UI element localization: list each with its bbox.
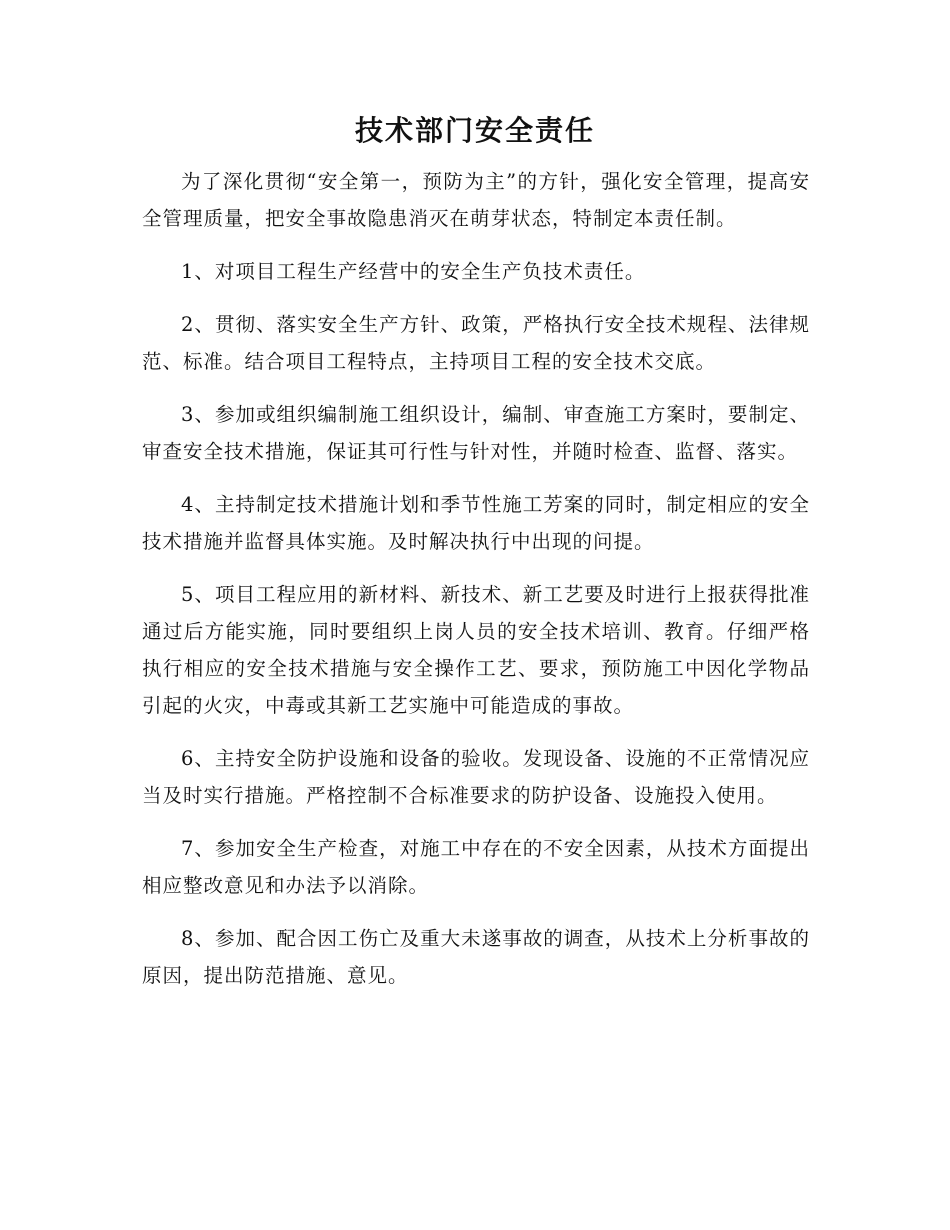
item-5-paragraph: 5、项目工程应用的新材料、新技术、新工艺要及时进行上报获得批准通过后方能实施，同时要组织上岗人员的安全技术培训、教育。仔细严格执行相应的安全技术措施与安全操作工艺、要求，预防施工中因化学物品引起的火灾，中毒或其新工艺实施中可能造成的事故。: [142, 583, 810, 717]
document-body: [142, 163, 810, 1010]
item-4-paragraph: 4、主持制定技术措施计划和季节性施工芳案的同时，制定相应的安全技术措施并监督具体实施。及时解决执行中出现的问提。: [142, 493, 810, 553]
item-8-paragraph: 8、参加、配合因工伤亡及重大未遂事故的调查，从技术上分析事故的原因，提出防范措施、意见。: [142, 927, 810, 987]
item-1-paragraph: 1、对项目工程生产经营中的安全生产负技术责任。: [181, 260, 646, 283]
item-2-paragraph: 2、贯彻、落实安全生产方针、政策，严格执行安全技术规程、法律规范、标准。结合项目工程特点，主持项目工程的安全技术交底。: [142, 313, 810, 373]
item-3-paragraph: 3、参加或组织编制施工组织设计，编制、审查施工方案时，要制定、审查安全技术措施，保证其可行性与针对性，并随时检查、监督、落实。: [142, 403, 810, 463]
document-title: 技术部门安全责任: [354, 114, 595, 147]
intro-paragraph: 为了深化贯彻“安全第一，预防为主”的方针，强化安全管理，提高安全管理质量，把安全事故隐患消灭在萌芽状态，特制定本责任制。: [142, 170, 810, 230]
item-6-paragraph: 6、主持安全防护设施和设备的验收。发现设备、设施的不正常情况应当及时实行措施。严格控制不合标准要求的防护设备、设施投入使用。: [142, 747, 810, 807]
item-7-paragraph: 7、参加安全生产检查，对施工中存在的不安全因素，从技术方面提出相应整改意见和办法予以消除。: [142, 837, 810, 897]
